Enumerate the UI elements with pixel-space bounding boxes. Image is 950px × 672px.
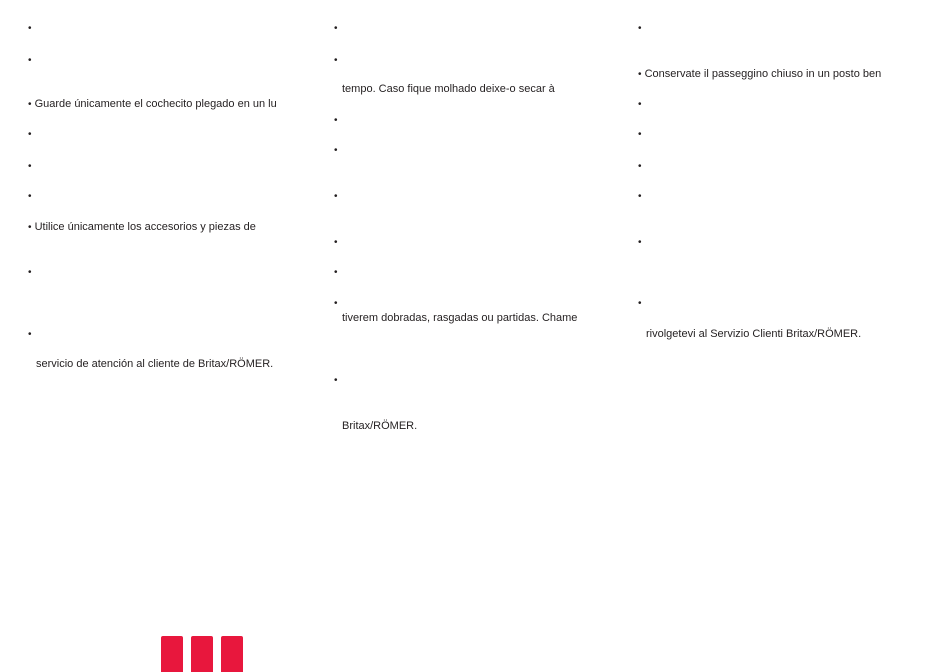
bullet-item — [334, 374, 338, 387]
bullet-item — [638, 22, 642, 35]
continuation-line: rivolgetevi al Servizio Clienti Britax/RÖMER. — [646, 328, 862, 340]
bullet-item — [334, 114, 338, 127]
bullet-icon: • — [28, 129, 32, 140]
bullet-icon: • — [334, 191, 338, 202]
bullet-item — [28, 54, 32, 67]
bullet-item — [28, 128, 32, 141]
bullet-icon: • — [638, 129, 642, 140]
bullet-item — [638, 160, 642, 173]
section-tab[interactable] — [161, 636, 183, 672]
bullet-item — [638, 98, 642, 111]
bullet-icon: • — [334, 145, 338, 156]
continuation-line: servicio de atención al cliente de Britax/RÖMER. — [36, 358, 274, 370]
bullet-item — [638, 128, 642, 141]
bullet-item — [334, 190, 338, 203]
bullet-item — [638, 297, 642, 310]
bullet-icon: • — [638, 23, 642, 34]
bullet-text: Guarde únicamente el cochecito plegado en un lu — [31, 98, 277, 110]
bullet-item — [28, 266, 32, 279]
bullet-icon: • — [334, 115, 338, 126]
continuation-line: tempo. Caso fique molhado deixe-o secar à — [342, 83, 555, 95]
bullet-item — [334, 22, 338, 35]
bullet-item — [28, 98, 277, 111]
bullet-text: Utilice únicamente los accesorios y piezas de — [31, 221, 256, 233]
bullet-item — [28, 22, 32, 35]
bullet-icon: • — [638, 237, 642, 248]
bullet-icon: • — [638, 99, 642, 110]
bullet-icon: • — [638, 191, 642, 202]
continuation-line: tiverem dobradas, rasgadas ou partidas. Chame — [342, 312, 578, 324]
bullet-item — [28, 221, 256, 234]
bullet-icon: • — [334, 55, 338, 66]
bullet-icon: • — [28, 55, 32, 66]
bullet-icon: • — [28, 267, 32, 278]
bullet-item — [334, 297, 338, 310]
bullet-item — [334, 54, 338, 67]
continuation-line: Britax/RÖMER. — [342, 420, 418, 432]
bullet-item — [638, 190, 642, 203]
bullet-icon: • — [334, 267, 338, 278]
bullet-item — [28, 190, 32, 203]
bullet-item — [334, 144, 338, 157]
bullet-icon: • — [334, 23, 338, 34]
bullet-icon: • — [334, 298, 338, 309]
bullet-icon: • — [638, 298, 642, 309]
bullet-item — [638, 68, 881, 81]
bullet-icon: • — [334, 237, 338, 248]
bullet-icon: • — [638, 161, 642, 172]
bullet-item — [638, 236, 642, 249]
bullet-icon: • — [28, 191, 32, 202]
bullet-icon: • — [28, 161, 32, 172]
bullet-item — [28, 328, 32, 341]
bullet-icon: • — [334, 375, 338, 386]
bullet-item — [334, 266, 338, 279]
bullet-icon: • — [28, 329, 32, 340]
bullet-item — [28, 160, 32, 173]
bullet-icon: • — [638, 69, 642, 80]
bullet-icon: • — [28, 222, 32, 233]
column-spanish — [28, 0, 328, 672]
column-italian — [638, 0, 938, 672]
section-tab[interactable] — [221, 636, 243, 672]
bullet-icon: • — [28, 23, 32, 34]
bullet-text: Conservate il passeggino chiuso in un posto ben — [641, 68, 882, 80]
section-tab[interactable] — [191, 636, 213, 672]
column-portuguese — [334, 0, 634, 672]
bullet-icon: • — [28, 99, 32, 110]
bullet-item — [334, 236, 338, 249]
